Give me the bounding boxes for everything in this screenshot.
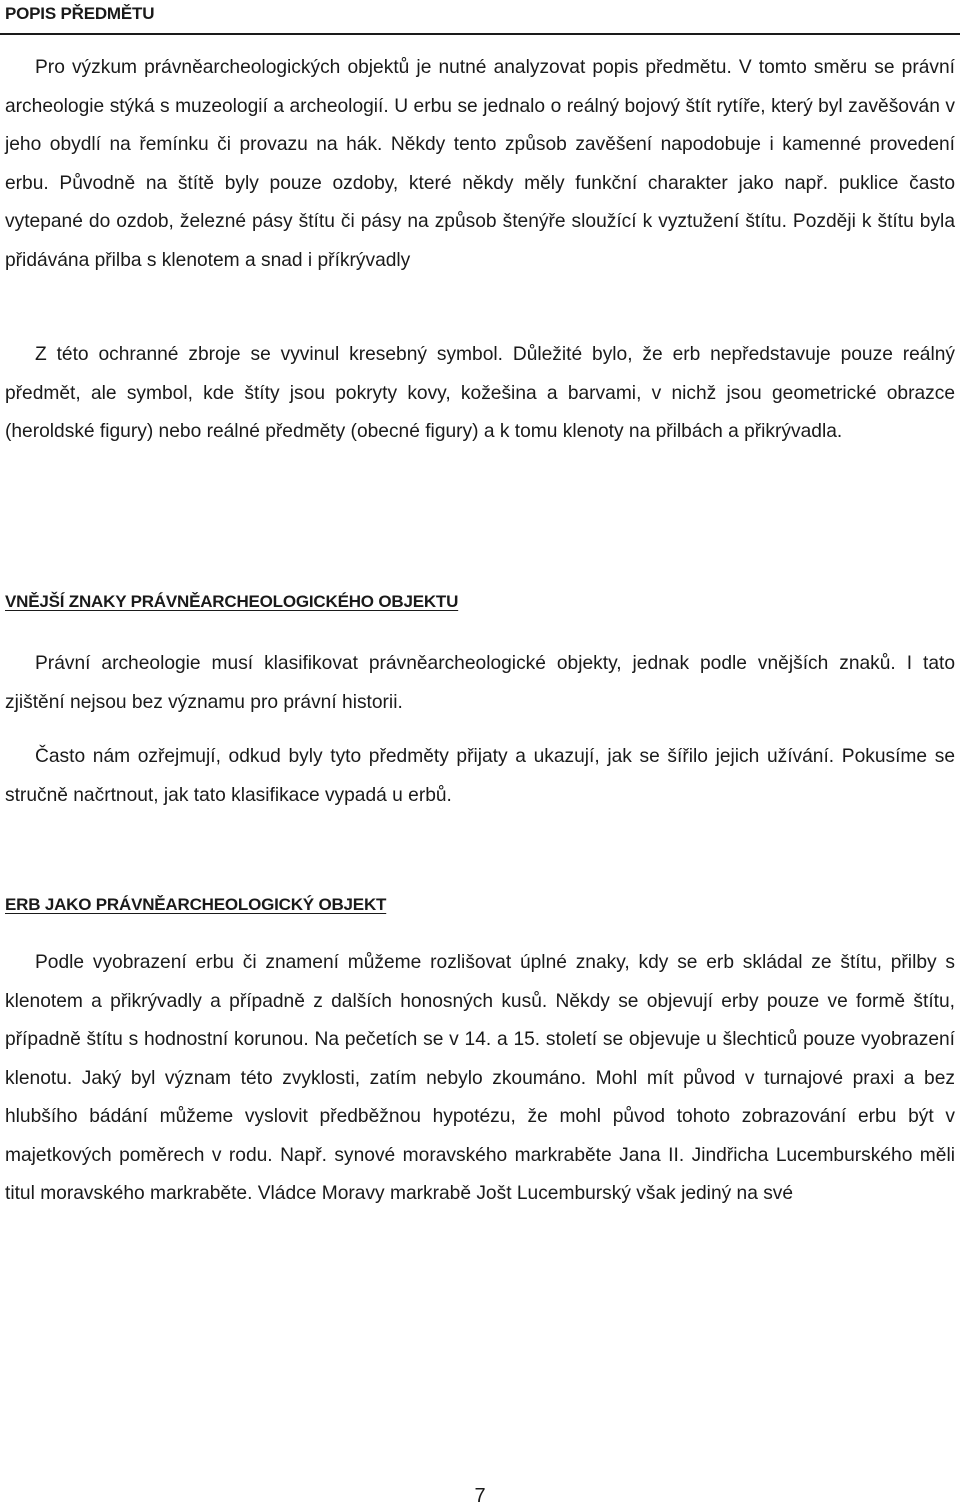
paragraph: Právní archeologie musí klasifikovat právněarcheologické objekty, jednak podle vnějších znaků. I tato zjištění nejsou bez významu pro právní historii. <box>5 653 955 713</box>
section-heading-erb-jako-objekt: ERB JAKO PRÁVNĚARCHEOLOGICKÝ OBJEKT <box>5 895 387 914</box>
section-heading-vnejsi-znaky: VNĚJŠÍ ZNAKY PRÁVNĚARCHEOLOGICKÉHO OBJEKTU <box>5 592 459 611</box>
paragraph: Z této ochranné zbroje se vyvinul kresebný symbol. Důležité bylo, že erb nepředstavuje pouze reálný předmět, ale symbol, kde štíty jsou pokryty kovy, kožešina a barvami, v nichž jsou geometrické obrazce (heroldské figury) nebo reálné předměty (obecné figury) a k tomu klenoty na přilbách a přikrývadla. <box>5 344 955 442</box>
page-number: 7 <box>474 1485 486 1507</box>
section-heading-popis-predmetu: POPIS PŘEDMĚTU <box>5 4 155 23</box>
heading-rule <box>0 33 960 35</box>
paragraph: Podle vyobrazení erbu či znamení můžeme rozlišovat úplné znaky, kdy se erb skládal ze štítu, přilby s klenotem a přikrývadly a případně z dalších honosných kusů. Někdy se objevují erby pouze ve formě štítu, případně štítu s hodnostní korunou. Na pečetích se v 14. a 15. století se objevuje u šlechticů pouze vyobrazení klenotu. Jaký byl význam této zvyklosti, zatím nebylo zkoumáno. Mohl mít původ v turnajové praxi a bez hlubšího bádání můžeme vyslovit předběžnou hypotézu, že mohl původ tohoto zobrazování erbu být v majetkových poměrech v rodu. Např. synové moravského markraběte Jana II. Jindřicha Lucemburského měli titul moravského markraběte. Vládce Moravy markrabě Jošt Lucemburský však jediný na své <box>5 952 955 1204</box>
paragraph: Často nám ozřejmují, odkud byly tyto předměty přijaty a ukazují, jak se šířilo jejich užívání. Pokusíme se stručně načrtnout, jak tato klasifikace vypadá u erbů. <box>5 746 955 806</box>
paragraph: Pro výzkum právněarcheologických objektů je nutné analyzovat popis předmětu. V tomto směru se právní archeologie stýká s muzeologií a archeologií. U erbu se jednalo o reálný bojový štít rytíře, který byl zavěšován v jeho obydlí na řemínku či provazu na hák. Někdy tento způsob zavěšení napodobuje i kamenné provedení erbu. Původně na štítě byly pouze ozdoby, které někdy měly funkční charakter jako např. puklice často vytepané do ozdob, železné pásy štítu či pásy na způsob štenýře sloužící k vyztužení štítu. Později k štítu byla přidávána přilba s klenotem a snad i příkrývadly <box>5 57 955 271</box>
